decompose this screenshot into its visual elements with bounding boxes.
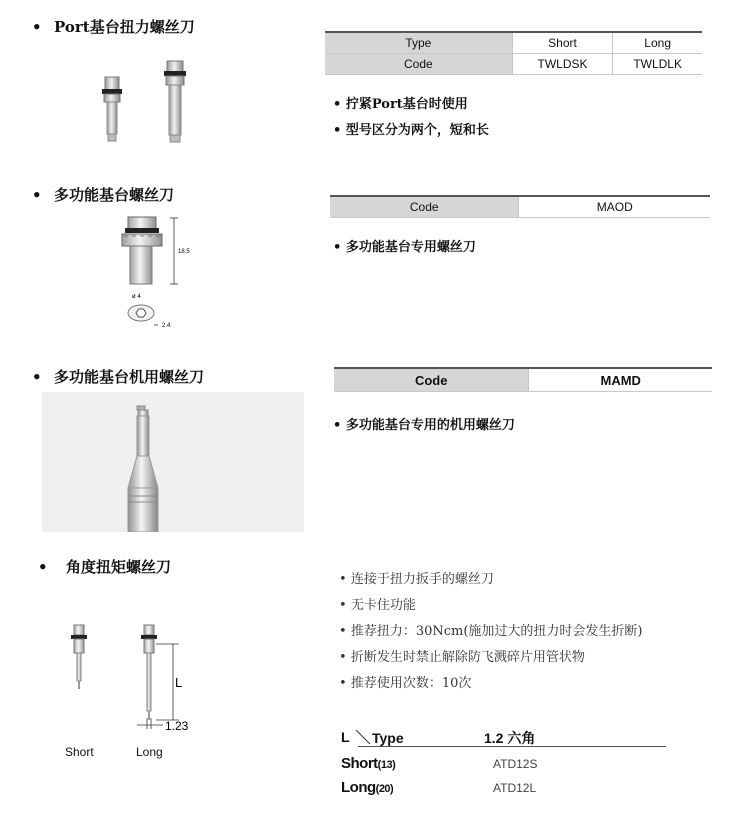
list-item: • 推荐使用次数：10次: [339, 676, 472, 691]
height-label: 18.5: [178, 249, 190, 255]
section-2-title: • 多功能基台螺丝刀: [32, 186, 175, 204]
list-item: • 推荐扭力：30Ncm(施加过大的扭力时会发生折断): [339, 624, 643, 639]
maod-code-table: [330, 195, 710, 218]
table-row: Short(13): [341, 755, 396, 772]
table-row: Type Short Long: [325, 32, 702, 54]
list-item: • 无卡住功能: [339, 598, 416, 613]
multi-driver-drawing: [110, 210, 200, 335]
section-4-title: • 角度扭矩螺丝刀: [38, 558, 172, 576]
section-1-title: • Port基台扭力螺丝刀: [32, 18, 195, 36]
list-item: • 拧紧Port基台时使用: [333, 97, 468, 112]
type-table-spec-header: 1.2 六角: [484, 730, 536, 746]
diagonal-divider: [354, 728, 372, 746]
table-divider: [358, 746, 666, 747]
list-item: • 多功能基台专用的机用螺丝刀: [333, 418, 515, 433]
section-3-title: • 多功能基台机用螺丝刀: [32, 368, 205, 386]
width-label: 1.23: [165, 719, 189, 733]
mamd-code-table: [334, 367, 712, 392]
angle-driver-type-table: [338, 725, 678, 800]
list-item: • 多功能基台专用螺丝刀: [333, 240, 476, 255]
list-item: • 折断发生时禁止解除防飞溅碎片用管状物: [339, 650, 585, 665]
table-row: Code MAMD: [334, 368, 712, 392]
table-cell: ATD12L: [493, 781, 537, 795]
bullet-dot: •: [32, 18, 42, 36]
machine-driver-image: [42, 392, 304, 532]
diameter-label: ø 4: [132, 294, 141, 300]
table-cell: ATD12S: [493, 757, 538, 771]
short-label: Short: [65, 745, 94, 759]
hex-label: 2.4: [162, 323, 171, 329]
list-item: • 连接于扭力扳手的螺丝刀: [339, 572, 494, 587]
table-row: Code MAOD: [330, 196, 710, 218]
angle-driver-drawing: [55, 615, 215, 765]
list-item: • 型号区分为两个，短和长: [333, 123, 489, 138]
length-label: L: [175, 675, 183, 690]
port-code-table: [325, 31, 702, 75]
port-driver-image: [95, 55, 200, 155]
long-label: Long: [136, 745, 163, 759]
type-table-l-header: L: [341, 729, 350, 745]
table-row: Code TWLDSK TWLDLK: [325, 54, 702, 75]
table-row: Long(20): [341, 779, 394, 796]
type-table-type-header: Type: [372, 730, 404, 746]
